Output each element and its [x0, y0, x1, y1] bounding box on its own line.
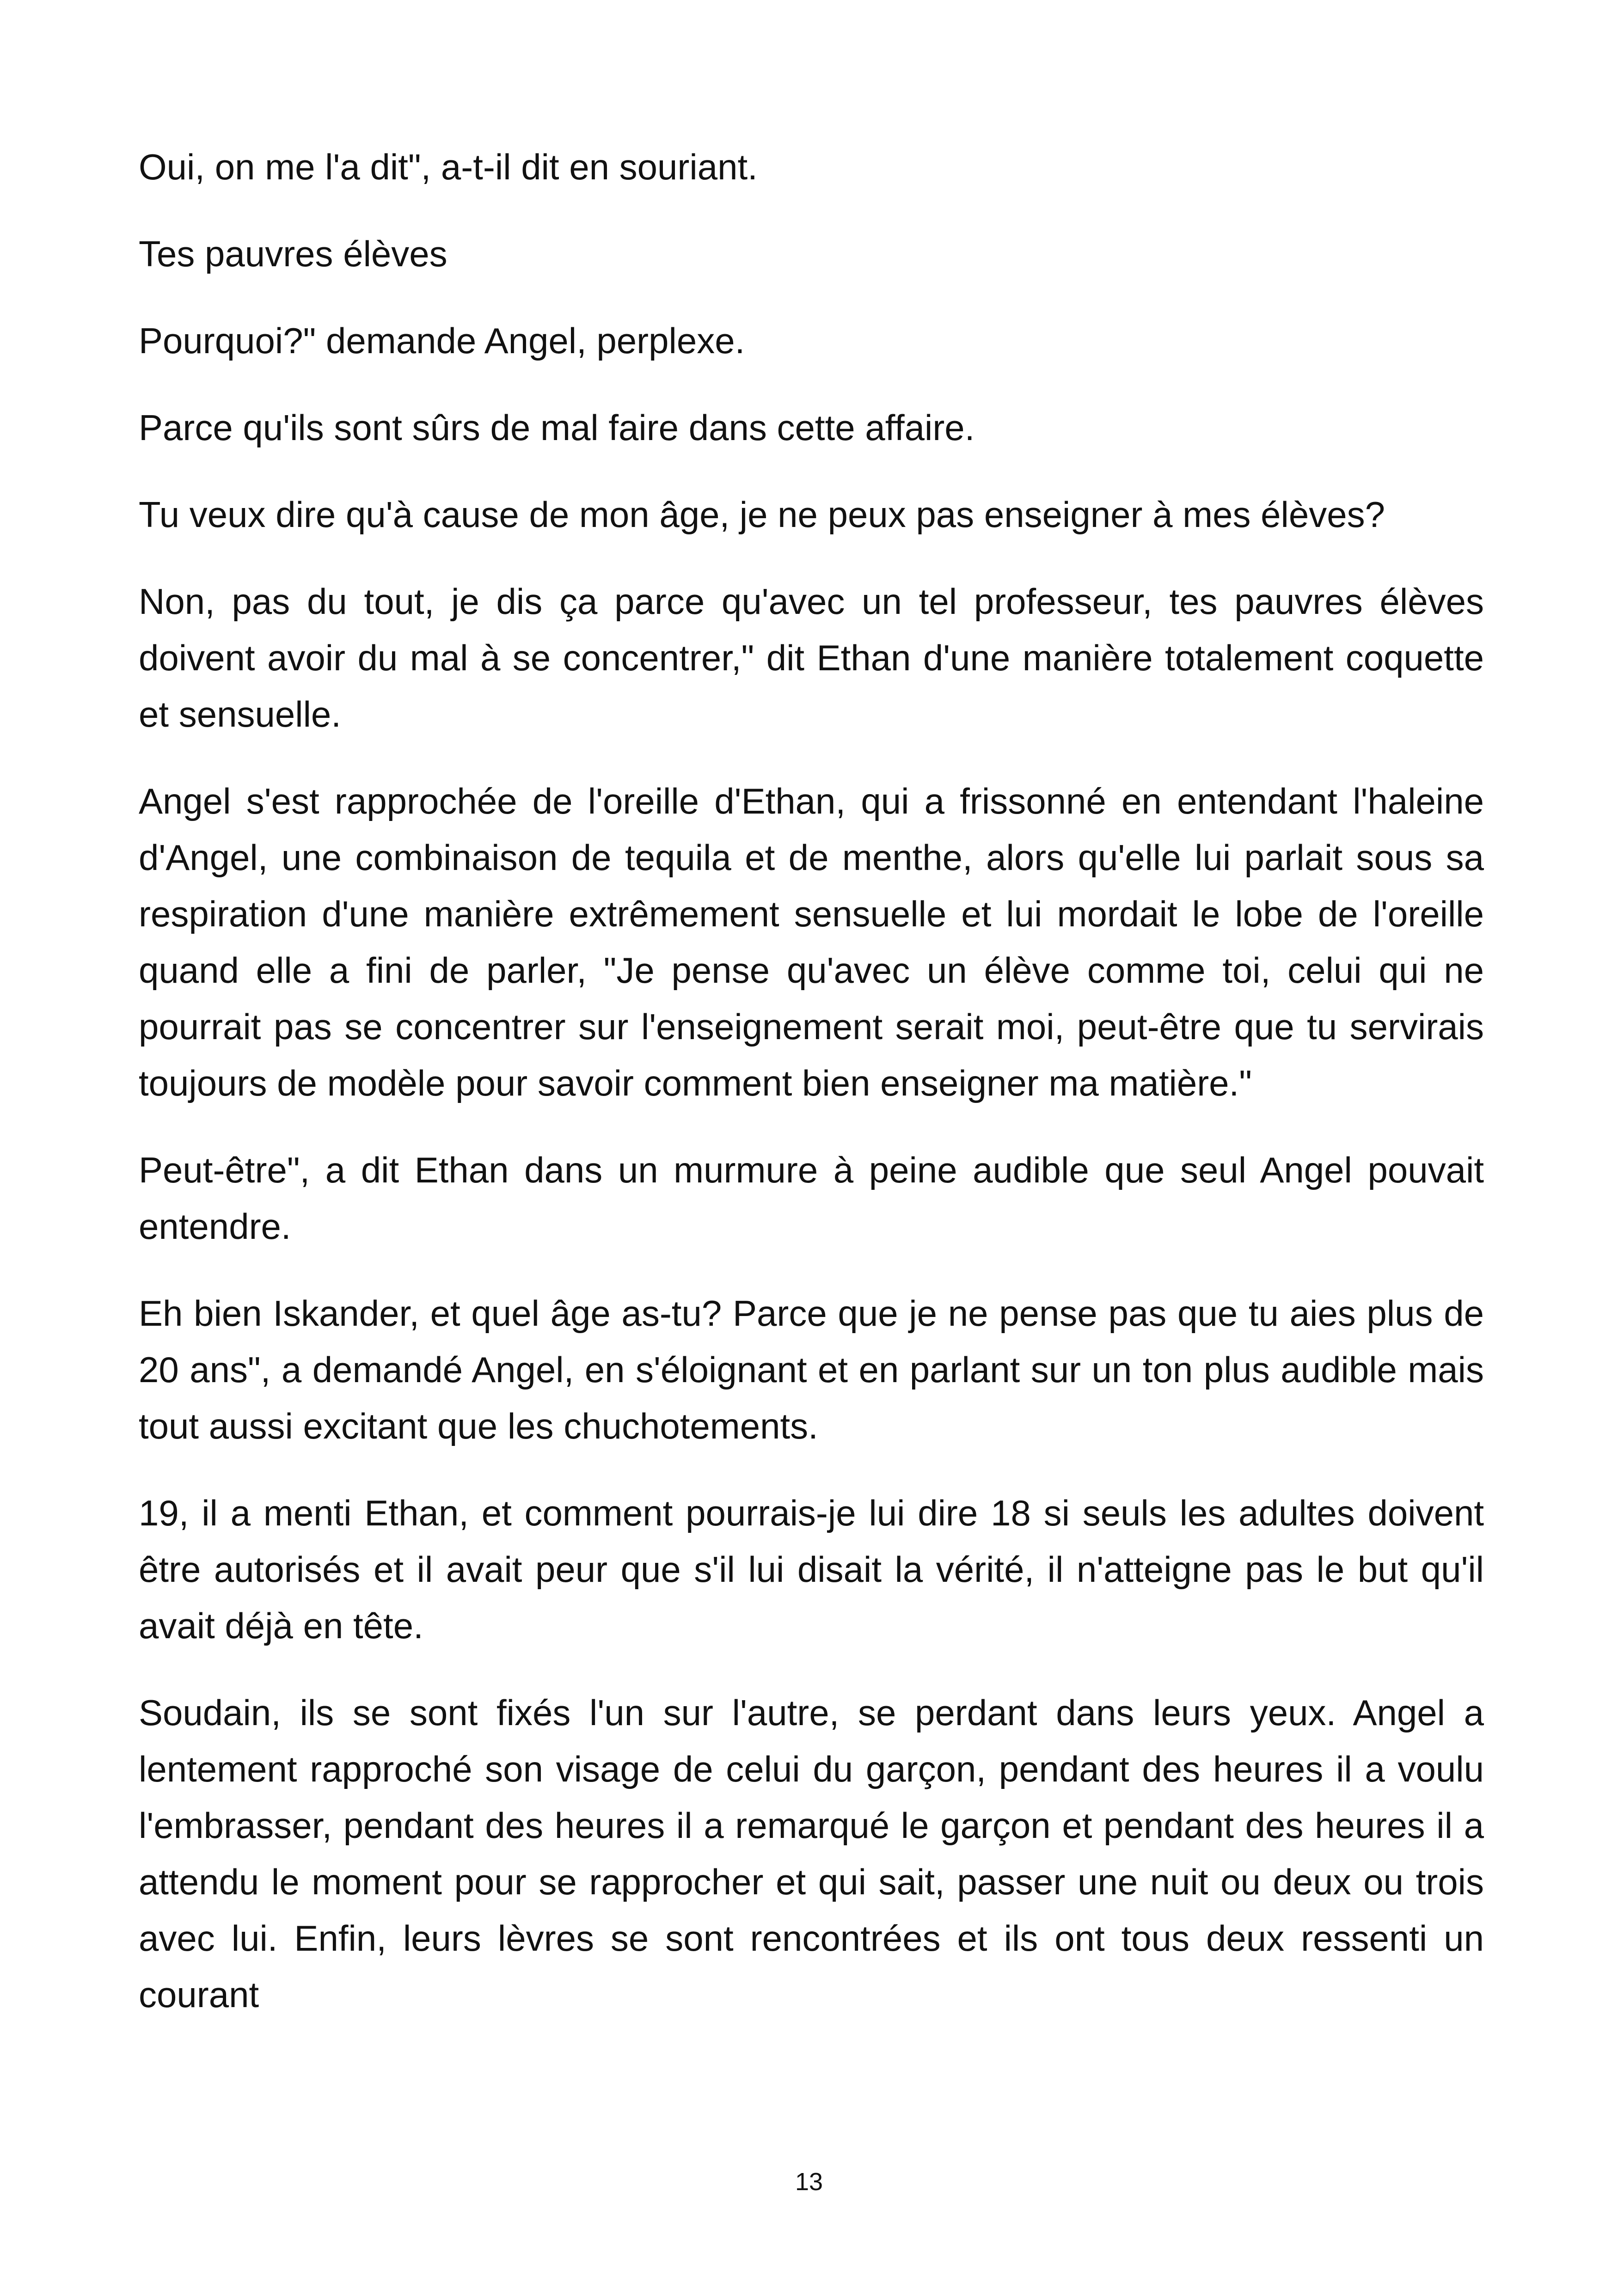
page-number: 13	[795, 2168, 823, 2196]
paragraph: Non, pas du tout, je dis ça parce qu'avec un tel professeur, tes pauvres élèves doivent avoir du mal à se concentrer," dit Ethan d'une manière totalement coquette et sensuelle.	[139, 581, 1484, 735]
paragraph: Tu veux dire qu'à cause de mon âge, je ne peux pas enseigner à mes élèves?	[139, 494, 1385, 535]
body-text	[139, 139, 1484, 2053]
paragraph: Eh bien Iskander, et quel âge as-tu? Parce que je ne pense pas que tu aies plus de 20 ans", a demandé Angel, en s'éloignant et en parlant sur un ton plus audible mais tout aussi excitant que les chuchotements.	[139, 1293, 1484, 1446]
paragraph: Peut-être", a dit Ethan dans un murmure à peine audible que seul Angel pouvait entendre.	[139, 1150, 1484, 1247]
paragraph: Soudain, ils se sont fixés l'un sur l'autre, se perdant dans leurs yeux. Angel a lentement rapproché son visage de celui du garçon, pendant des heures il a voulu l'embrasser, pendant des heures il a remarqué le garçon et pendant des heures il a attendu le moment pour se rapprocher et qui sait, passer une nuit ou deux ou trois avec lui. Enfin, leurs lèvres se sont rencontrées et ils ont tous deux ressenti un courant	[139, 1692, 1484, 2015]
paragraph: Parce qu'ils sont sûrs de mal faire dans cette affaire.	[139, 407, 975, 448]
paragraph: Angel s'est rapprochée de l'oreille d'Ethan, qui a frissonné en entendant l'haleine d'Angel, une combinaison de tequila et de menthe, alors qu'elle lui parlait sous sa respiration d'une manière extrêmement sensuelle et lui mordait le lobe de l'oreille quand elle a fini de parler, "Je pense qu'avec un élève comme toi, celui qui ne pourrait pas se concentrer sur l'enseignement serait moi, peut-être que tu servirais toujours de modèle pour savoir comment bien enseigner ma matière."	[139, 781, 1484, 1103]
paragraph: Pourquoi?" demande Angel, perplexe.	[139, 320, 745, 361]
paragraph: Tes pauvres élèves	[139, 233, 447, 274]
paragraph: 19, il a menti Ethan, et comment pourrais-je lui dire 18 si seuls les adultes doivent être autorisés et il avait peur que s'il lui disait la vérité, il n'atteigne pas le but qu'il avait déjà en tête.	[139, 1493, 1484, 1646]
paragraph: Oui, on me l'a dit", a-t-il dit en souriant.	[139, 147, 758, 187]
